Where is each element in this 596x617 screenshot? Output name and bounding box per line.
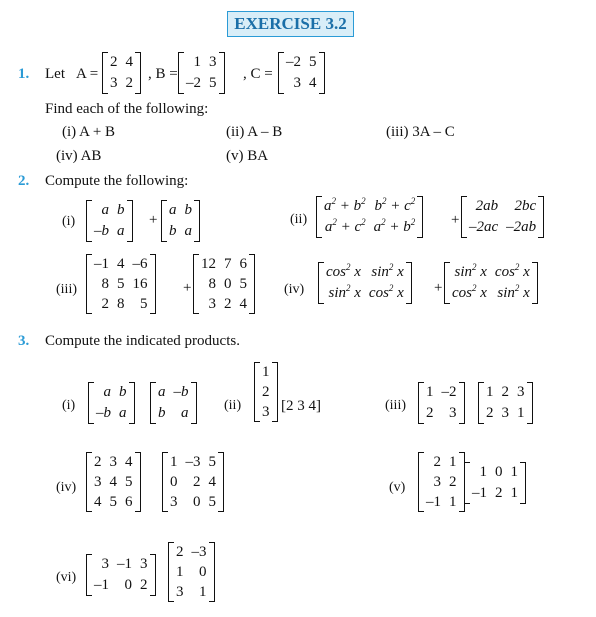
matrix-row <box>422 452 461 472</box>
right-bracket <box>272 362 278 422</box>
matrix-entry: 2 <box>94 454 102 470</box>
matrix-entry: 3 <box>517 384 525 400</box>
matrix-row <box>90 554 152 575</box>
matrix-entry: 16 <box>132 276 148 292</box>
matrix-entry: 3 <box>101 556 109 572</box>
right-bracket <box>135 452 141 512</box>
right-bracket <box>209 542 215 602</box>
matrix-row <box>165 200 196 221</box>
right-bracket <box>218 452 224 512</box>
matrix-row <box>90 472 137 492</box>
right-bracket <box>127 200 133 242</box>
matrix-entry: –b <box>96 405 111 421</box>
matrix-body <box>154 382 193 424</box>
left-bracket <box>88 382 94 424</box>
matrix-entry: b <box>119 384 127 400</box>
q2-instruction: Compute the following: <box>45 173 189 189</box>
matrix-entry: 8 <box>101 276 109 292</box>
left-bracket <box>168 542 174 602</box>
q1-matrix-b <box>178 52 225 94</box>
matrix-body <box>92 382 131 424</box>
left-bracket <box>86 254 92 314</box>
matrix-entry: 0 <box>193 494 201 510</box>
matrix-entry: 0 <box>124 577 132 593</box>
right-bracket <box>459 382 465 424</box>
matrix-entry: –1 <box>94 256 109 272</box>
matrix-entry: 2 <box>486 405 494 421</box>
matrix-row <box>282 52 321 73</box>
matrix-entry: 3 <box>140 556 148 572</box>
q2-iv-matrix-1: $\cos^2 x$ $\sin^2 x$ $\sin^2 x$ $\cos^2 x$ <box>318 262 412 304</box>
matrix-entry: 5 <box>208 494 216 510</box>
matrix-entry: 8 <box>117 296 125 312</box>
matrix-row <box>90 200 129 221</box>
q1-part-iv: (iv) AB <box>56 148 102 164</box>
q2-ii-matrix-1: $a^2 + b^2$ $b^2 + c^2$ $a^2 + c^2$ $a^2 + b^2$ <box>316 196 423 238</box>
matrix-body <box>172 542 211 602</box>
right-bracket <box>150 554 156 596</box>
matrix-entry: a <box>103 384 111 400</box>
matrix-entry: 1 <box>176 564 184 580</box>
matrix-entry: a <box>169 202 177 218</box>
matrix-row <box>468 462 522 483</box>
matrix-entry: 4 <box>117 256 125 272</box>
matrix-row <box>482 403 529 424</box>
matrix-row <box>90 274 152 294</box>
matrix-row <box>106 52 137 73</box>
q3-label-ii: (ii) <box>224 398 242 413</box>
matrix-entry: b <box>158 405 166 421</box>
left-bracket <box>86 452 92 512</box>
matrix-entry: 1 <box>510 464 518 480</box>
q3-instruction: Compute the indicated products. <box>45 333 240 349</box>
q2-i-matrix-1 <box>86 200 133 242</box>
matrix-entry: 0 <box>199 564 207 580</box>
matrix-row <box>468 483 522 504</box>
matrix-entry: –1 <box>94 577 109 593</box>
q3-iii-matrix-1 <box>418 382 465 424</box>
matrix-entry: 3 <box>449 405 457 421</box>
matrix-row <box>172 562 211 582</box>
left-bracket <box>461 196 467 238</box>
matrix-row <box>282 73 321 94</box>
matrix-entry: 2bc <box>514 198 537 214</box>
matrix-entry: 0 <box>495 464 503 480</box>
matrix-entry: 3 <box>109 454 117 470</box>
q3-ii-matrix-1 <box>254 362 278 422</box>
matrix-entry: 4 <box>94 494 102 510</box>
matrix-row <box>90 452 137 472</box>
matrix-row <box>482 382 529 403</box>
q3-label-iv: (iv) <box>56 480 77 495</box>
matrix-entry: 5 <box>309 54 317 70</box>
right-bracket <box>538 196 544 238</box>
matrix-row <box>172 582 211 602</box>
left-bracket <box>418 382 424 424</box>
matrix-row <box>154 403 193 424</box>
matrix-entry: 8 <box>208 276 216 292</box>
matrix-entry: 1 <box>486 384 494 400</box>
q3-v-matrix-1 <box>418 452 465 512</box>
matrix-entry: a <box>184 223 192 239</box>
right-bracket <box>194 200 200 242</box>
q2-iii-plus: + <box>183 280 192 296</box>
matrix-body <box>182 52 221 94</box>
right-bracket <box>527 382 533 424</box>
matrix-body <box>422 452 461 512</box>
matrix-entry: a <box>117 223 125 239</box>
matrix-row <box>182 52 221 73</box>
matrix-row <box>90 294 152 314</box>
matrix-body <box>465 196 540 238</box>
left-bracket <box>464 462 470 504</box>
matrix-body <box>90 554 152 596</box>
matrix-row <box>197 274 251 294</box>
matrix-entry: 5 <box>209 75 217 91</box>
q3-label-vi: (vi) <box>56 570 77 585</box>
matrix-row <box>197 294 251 314</box>
matrix-entry: a <box>181 405 189 421</box>
matrix-entry: 1 <box>170 454 178 470</box>
matrix-entry: 7 <box>224 256 232 272</box>
left-bracket <box>162 452 168 512</box>
matrix-entry: 3 <box>501 405 509 421</box>
q3-vi-matrix-1 <box>86 554 156 596</box>
q1-matrix-c <box>278 52 325 94</box>
matrix-entry: 3 <box>293 75 301 91</box>
matrix-row <box>154 382 193 403</box>
matrix-row <box>197 254 251 274</box>
matrix-row <box>166 452 220 472</box>
left-bracket <box>150 382 156 424</box>
q3-i-matrix-1 <box>88 382 135 424</box>
matrix-entry: –1 <box>472 485 487 501</box>
q2-label-iii: (iii) <box>56 282 77 297</box>
q1-instruction: Find each of the following: <box>45 101 209 117</box>
q3-label-v: (v) <box>389 480 406 495</box>
left-bracket <box>254 362 260 422</box>
q1-part-iii: (iii) 3A – C <box>386 124 455 140</box>
matrix-row <box>90 254 152 274</box>
matrix-body <box>90 254 152 314</box>
matrix-row <box>165 221 196 242</box>
q1-part-i: (i) A + B <box>62 124 116 140</box>
matrix-entry: 5 <box>117 276 125 292</box>
matrix-entry: b <box>169 223 177 239</box>
q1-let: Let <box>45 66 65 82</box>
matrix-row <box>166 492 220 512</box>
right-bracket <box>129 382 135 424</box>
left-bracket <box>193 254 199 314</box>
matrix-body <box>282 52 321 94</box>
matrix-entry: –1 <box>426 494 441 510</box>
q2-iv-plus: + <box>434 280 443 296</box>
matrix-row <box>106 73 137 94</box>
q2-label-ii: (ii) <box>290 212 308 227</box>
matrix-row <box>422 382 461 403</box>
q2-i-plus: + <box>149 212 158 228</box>
left-bracket <box>86 554 92 596</box>
matrix-entry: 3 <box>262 404 270 420</box>
matrix-entry: 1 <box>517 405 525 421</box>
matrix-row <box>422 492 461 512</box>
left-bracket <box>418 452 424 512</box>
q1-c-label: , C = <box>243 66 273 82</box>
matrix-body <box>165 200 196 242</box>
matrix-entry: 4 <box>208 474 216 490</box>
matrix-entry: 5 <box>109 494 117 510</box>
q2-iii-matrix-2 <box>193 254 255 314</box>
left-bracket <box>86 200 92 242</box>
matrix-entry: 2 <box>449 474 457 490</box>
q3-number: 3. <box>18 333 30 349</box>
left-bracket <box>102 52 108 94</box>
matrix-entry: 0 <box>170 474 178 490</box>
matrix-entry: 2 <box>224 296 232 312</box>
matrix-entry: 4 <box>309 75 317 91</box>
matrix-entry: –2ab <box>506 219 537 235</box>
matrix-body <box>482 382 529 424</box>
matrix-body <box>106 52 137 94</box>
matrix-body <box>468 462 522 504</box>
matrix-row <box>90 575 152 596</box>
matrix-entry: 3 <box>110 75 118 91</box>
matrix-entry: a <box>119 405 127 421</box>
matrix-entry: –3 <box>185 454 201 470</box>
matrix-entry: 5 <box>208 454 216 470</box>
matrix-row <box>172 542 211 562</box>
right-bracket <box>191 382 197 424</box>
matrix-entry: 3 <box>170 494 178 510</box>
matrix-row <box>92 382 131 403</box>
q3-vi-matrix-2 <box>168 542 215 602</box>
matrix-entry: 2 <box>193 474 201 490</box>
matrix-entry: 0 <box>224 276 232 292</box>
matrix-entry: 12 <box>201 256 216 272</box>
matrix-entry: 1 <box>426 384 434 400</box>
q1-matrix-a <box>102 52 141 94</box>
matrix-row <box>90 492 137 512</box>
matrix-row <box>465 196 540 217</box>
q3-i-matrix-2 <box>150 382 197 424</box>
q2-ii-plus: + <box>451 212 460 228</box>
matrix-entry: b <box>117 202 125 218</box>
q3-ii-row-vector: [2 3 4] <box>281 398 321 414</box>
left-bracket <box>178 52 184 94</box>
matrix-entry: 2 <box>125 75 133 91</box>
matrix-entry: 2 <box>495 485 503 501</box>
matrix-entry: 3 <box>94 474 102 490</box>
matrix-entry: 1 <box>510 485 518 501</box>
q2-ii-matrix-2 <box>461 196 544 238</box>
right-bracket <box>135 52 141 94</box>
matrix-entry: –b <box>94 223 109 239</box>
right-bracket <box>150 254 156 314</box>
matrix-entry: –1 <box>117 556 132 572</box>
matrix-body <box>90 452 137 512</box>
matrix-entry: 6 <box>125 494 133 510</box>
q1-b-label: , B = <box>148 66 178 82</box>
matrix-entry: 1 <box>479 464 487 480</box>
left-bracket <box>478 382 484 424</box>
matrix-entry: 3 <box>433 474 441 490</box>
q3-iii-matrix-2 <box>478 382 533 424</box>
matrix-entry: 2 <box>140 577 148 593</box>
q2-label-i: (i) <box>62 214 76 229</box>
q3-iv-matrix-2 <box>162 452 224 512</box>
matrix-entry: 5 <box>125 474 133 490</box>
matrix-row <box>422 472 461 492</box>
matrix-entry: 2 <box>110 54 118 70</box>
q1-part-v: (v) BA <box>226 148 269 164</box>
right-bracket <box>520 462 526 504</box>
matrix-entry: b <box>184 202 192 218</box>
right-bracket <box>319 52 325 94</box>
matrix-entry: 1 <box>199 584 207 600</box>
matrix-entry: –2ac <box>469 219 499 235</box>
matrix-entry: 2 <box>501 384 509 400</box>
matrix-entry: –2 <box>286 54 301 70</box>
q3-label-i: (i) <box>62 398 76 413</box>
matrix-body <box>197 254 251 314</box>
matrix-entry: 2 <box>262 384 270 400</box>
left-bracket <box>161 200 167 242</box>
matrix-entry: 4 <box>125 454 133 470</box>
matrix-entry: 2 <box>433 454 441 470</box>
matrix-entry: 3 <box>176 584 184 600</box>
matrix-body <box>90 200 129 242</box>
matrix-entry: a <box>158 384 166 400</box>
matrix-entry: 2 <box>426 405 434 421</box>
matrix-entry: 5 <box>140 296 148 312</box>
right-bracket <box>249 254 255 314</box>
q3-label-iii: (iii) <box>385 398 406 413</box>
matrix-entry: 3 <box>208 296 216 312</box>
matrix-body <box>422 382 461 424</box>
right-bracket <box>219 52 225 94</box>
exercise-title: EXERCISE 3.2 <box>227 11 354 37</box>
q1-number: 1. <box>18 66 30 82</box>
matrix-entry: 3 <box>209 54 217 70</box>
matrix-entry: 4 <box>125 54 133 70</box>
matrix-entry: 1 <box>449 494 457 510</box>
matrix-entry: –3 <box>191 544 207 560</box>
matrix-entry: 2 <box>101 296 109 312</box>
matrix-body <box>166 452 220 512</box>
q3-v-matrix-2 <box>464 462 526 504</box>
matrix-entry: a <box>101 202 109 218</box>
matrix-entry: –2 <box>186 75 201 91</box>
matrix-entry: 1 <box>193 54 201 70</box>
q2-i-matrix-2 <box>161 200 200 242</box>
matrix-entry: 4 <box>239 296 247 312</box>
matrix-entry: 2 <box>176 544 184 560</box>
matrix-row <box>422 403 461 424</box>
matrix-row <box>92 403 131 424</box>
matrix-row <box>90 221 129 242</box>
matrix-entry: –2 <box>441 384 457 400</box>
matrix-entry: 1 <box>449 454 457 470</box>
matrix-row <box>465 217 540 238</box>
q2-label-iv: (iv) <box>284 282 305 297</box>
matrix-entry: 5 <box>239 276 247 292</box>
matrix-row <box>182 73 221 94</box>
left-bracket <box>278 52 284 94</box>
matrix-entry: 1 <box>262 364 270 380</box>
q2-iii-matrix-1 <box>86 254 156 314</box>
matrix-entry: 2ab <box>475 198 499 214</box>
q1-a-label: A = <box>76 66 99 82</box>
matrix-row <box>166 472 220 492</box>
q1-part-ii: (ii) A – B <box>226 124 283 140</box>
q2-iv-matrix-2: $\sin^2 x$ $\cos^2 x$ $\cos^2 x$ $\sin^2 x$ <box>444 262 538 304</box>
matrix-entry: 4 <box>109 474 117 490</box>
q2-number: 2. <box>18 173 30 189</box>
matrix-entry: –b <box>173 384 189 400</box>
q3-iv-matrix-1 <box>86 452 141 512</box>
matrix-entry: 6 <box>239 256 247 272</box>
matrix-entry: –6 <box>132 256 148 272</box>
